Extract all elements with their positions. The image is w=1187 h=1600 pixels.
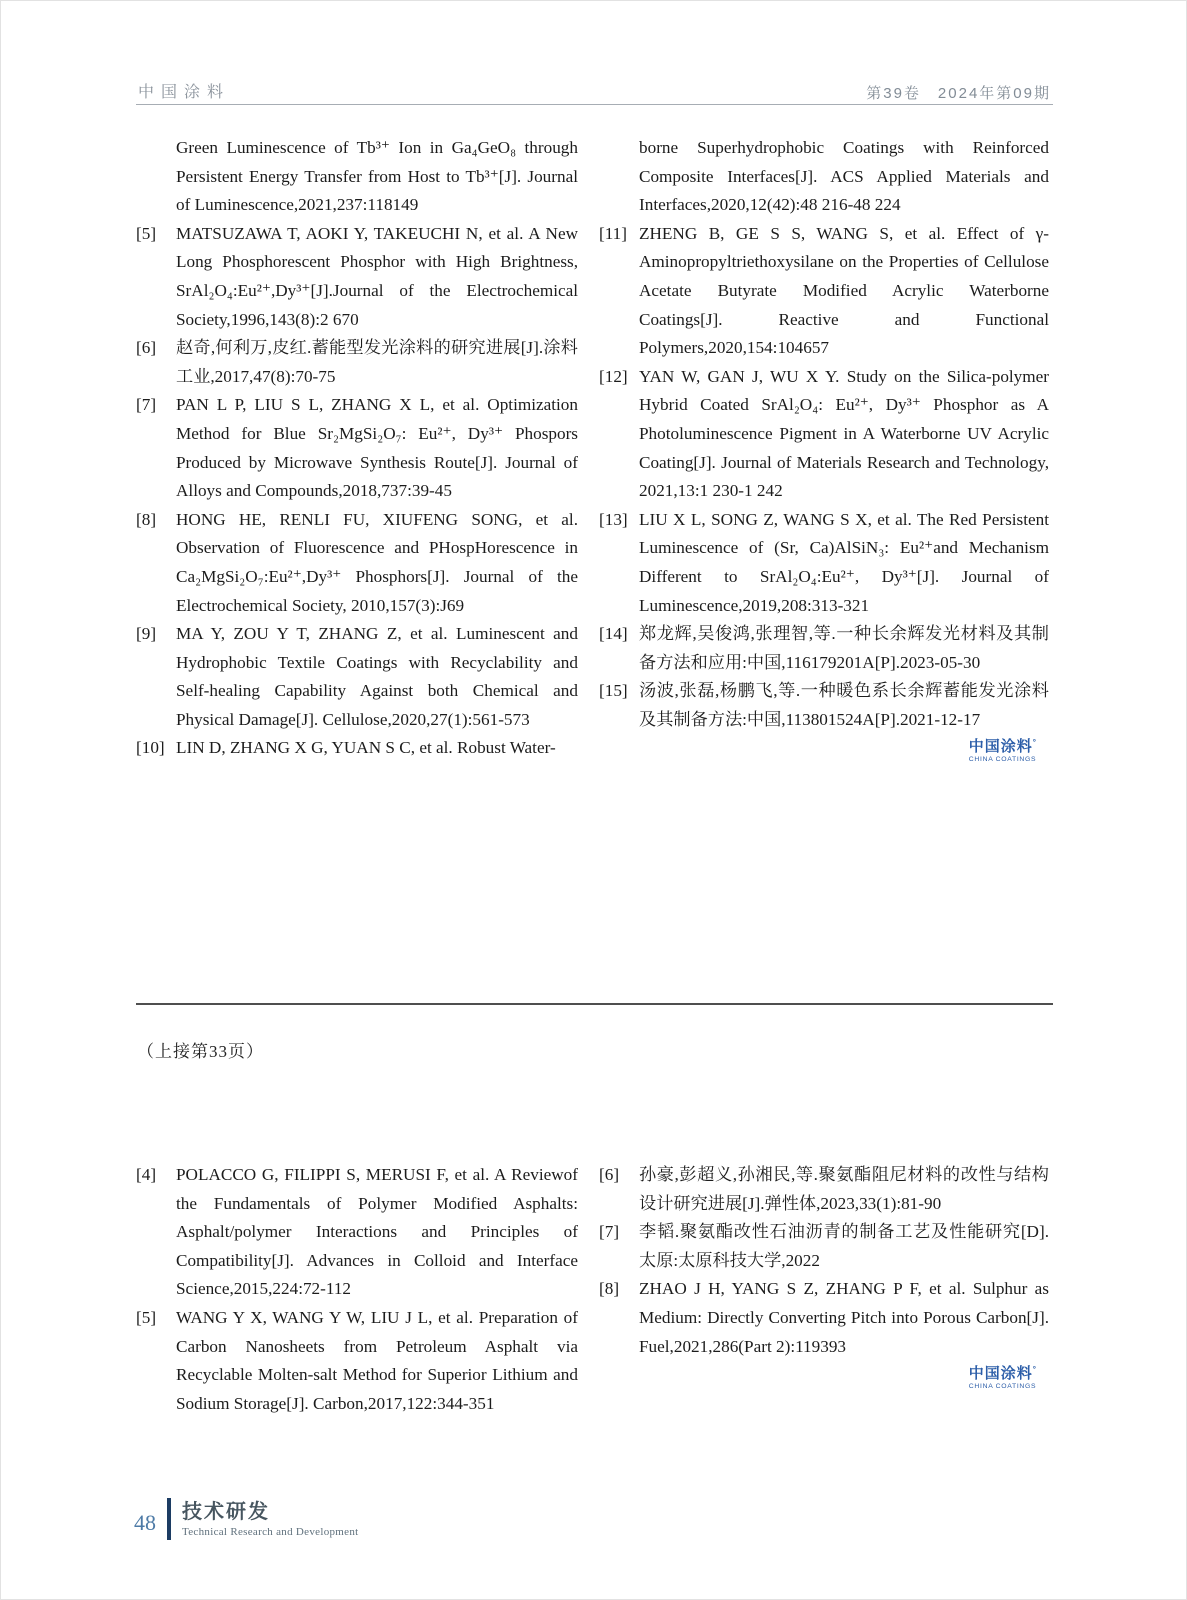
reference-text: 李韬.聚氨酯改性石油沥青的制备工艺及性能研究[D].太原:太原科技大学,2022 bbox=[639, 1222, 1049, 1270]
references-bottom-right-column bbox=[599, 1161, 1049, 1418]
reference-item bbox=[136, 1304, 578, 1418]
reference-number: [7] bbox=[599, 1222, 620, 1242]
header-rule bbox=[136, 104, 1053, 105]
reference-text: ZHAO J H, YANG S Z, ZHANG P F, et al. Sulphur as Medium: Directly Converting Pitch into Porous Carbon[J]. Fuel,2021,286(Part 2):119393 bbox=[639, 1279, 1049, 1356]
logo-trademark-icon: ° bbox=[1032, 738, 1037, 748]
journal-title: 中国涂料 bbox=[138, 84, 231, 101]
reference-item bbox=[136, 220, 578, 334]
reference-number bbox=[136, 134, 176, 220]
reference-number: [8] bbox=[599, 1279, 620, 1299]
reference-number: [6] bbox=[136, 338, 157, 358]
reference-text: HONG HE, RENLI FU, XIUFENG SONG, et al. Observation of Fluorescence and PHospHorescence in Ca₂MgSi₂O₇:Eu²⁺,Dy³⁺ Phosphors[J]. Journal of the Electrochemical Society, 2010,157(3):J69 bbox=[176, 509, 578, 615]
reference-number: [12] bbox=[599, 366, 628, 386]
reference-text: MA Y, ZOU Y T, ZHANG Z, et al. Luminescent and Hydrophobic Textile Coatings with Recyclability and Self-healing Capability Against both Chemical and Physical Damage[J]. Cellulose,2020,27(1):561-573 bbox=[176, 624, 578, 729]
reference-number: [6] bbox=[599, 1165, 620, 1184]
reference-text: MATSUZAWA T, AOKI Y, TAKEUCHI N, et al. A New Long Phosphorescent Phosphor with High Brightness, SrAl₂O₄:Eu²⁺,Dy³⁺[J].Journal of the Electrochemical Society,1996,143(8):2 670 bbox=[176, 223, 578, 329]
reference-item bbox=[599, 363, 1049, 506]
reference-text: ZHENG B, GE S S, WANG S, et al. Effect of γ-Aminopropyltriethoxysilane on the Properties of Cellulose Acetate Butyrate Modified Acrylic Waterborne Coatings[J]. Reactive and Functional Polymers,2020,154:104657 bbox=[639, 223, 1049, 358]
reference-number bbox=[599, 134, 639, 220]
logo-wordmark bbox=[969, 739, 1037, 755]
reference-item bbox=[599, 1275, 1049, 1361]
reference-item bbox=[599, 677, 1049, 734]
reference-text: LIN D, ZHANG X G, YUAN S C, et al. Robust Water- bbox=[176, 738, 556, 758]
reference-number: [7] bbox=[136, 395, 157, 415]
logo-text: 中国涂料 bbox=[968, 738, 1033, 756]
reference-number: [14] bbox=[599, 624, 628, 644]
reference-item bbox=[136, 1161, 578, 1304]
logo-subtext: CHINA COATINGS bbox=[968, 1382, 1037, 1390]
reference-item bbox=[599, 1218, 1049, 1275]
reference-text: Green Luminescence of Tb³⁺ Ion in Ga₄GeO₈ through Persistent Energy Transfer from Host to Tb³⁺[J]. Journal of Luminescence,2021,237:118149 bbox=[176, 138, 578, 215]
reference-item bbox=[136, 391, 578, 505]
reference-text: 郑龙辉,吴俊鸿,张理智,等.一种长余辉发光材料及其制备方法和应用:中国,116179201A[P].2023-05-30 bbox=[639, 624, 1049, 672]
reference-text: POLACCO G, FILIPPI S, MERUSI F, et al. A Reviewof the Fundamentals of Polymer Modified Asphalts: Asphalt/polymer Interactions and Principles of Compatibility[J]. Advances in Colloid and Interface Science,2015,224:72-112 bbox=[176, 1165, 578, 1299]
reference-item bbox=[599, 220, 1049, 363]
page-number: 48 bbox=[134, 1510, 156, 1535]
reference-text: YAN W, GAN J, WU X Y. Study on the Silica-polymer Hybrid Coated SrAl₂O₄: Eu²⁺, Dy³⁺ Phosphor as A Photoluminescence Pigment in A Waterborne UV Acrylic Coating[J]. Journal of Materials Research and Technology, 2021,13:1 230-1 242 bbox=[639, 366, 1049, 501]
reference-item bbox=[136, 506, 578, 620]
footer-section-title-cn: 技术研发 bbox=[182, 1500, 270, 1523]
reference-text: LIU X L, SONG Z, WANG S X, et al. The Red Persistent Luminescence of (Sr, Ca)AlSiN₃: Eu²⁺and Mechanism Different to SrAl₂O₄:Eu²⁺, Dy³⁺[J]. Journal of Luminescence,2019,208:313-321 bbox=[639, 509, 1049, 615]
logo-wordmark bbox=[969, 1366, 1037, 1382]
reference-item bbox=[136, 620, 578, 734]
logo-subtext: CHINA COATINGS bbox=[968, 756, 1037, 764]
reference-text: WANG Y X, WANG Y W, LIU J L, et al. Preparation of Carbon Nanosheets from Petroleum Asphalt via Recyclable Molten-salt Method for Superior Lithium and Sodium Storage[J]. Carbon,2017,122:344-351 bbox=[176, 1307, 578, 1413]
reference-item bbox=[136, 334, 578, 391]
reference-number: [11] bbox=[599, 223, 627, 243]
reference-item bbox=[599, 620, 1049, 677]
logo-trademark-icon: ° bbox=[1032, 1365, 1037, 1375]
continued-from-note: （上接第33页） bbox=[137, 1042, 264, 1061]
reference-text: 赵奇,何利万,皮红.蓄能型发光涂料的研究进展[J].涂料工业,2017,47(8):70-75 bbox=[176, 338, 578, 386]
references-bottom-left-column bbox=[136, 1161, 578, 1418]
reference-text: borne Superhydrophobic Coatings with Reinforced Composite Interfaces[J]. ACS Applied Materials and Interfaces,2020,12(42):48 216-48 224 bbox=[639, 138, 1049, 215]
references-section-top bbox=[136, 134, 1049, 763]
reference-number: [9] bbox=[136, 624, 157, 644]
footer-section-title-en: Technical Research and Development bbox=[182, 1525, 359, 1538]
issue-info: 第39卷 2024年第09期 bbox=[866, 85, 1051, 102]
reference-number: [5] bbox=[136, 1307, 157, 1327]
reference-item bbox=[599, 506, 1049, 620]
reference-number: [8] bbox=[136, 509, 157, 529]
reference-number: [5] bbox=[136, 223, 157, 243]
section-divider bbox=[136, 1003, 1053, 1005]
reference-item bbox=[599, 134, 1049, 220]
reference-text: PAN L P, LIU S L, ZHANG X L, et al. Optimization Method for Blue Sr₂MgSi₂O₇: Eu²⁺, Dy³⁺ Phospors Produced by Microwave Synthesis Route[J]. Journal of Alloys and Compounds,2018,737:39-45 bbox=[176, 395, 578, 501]
footer-section bbox=[182, 1501, 359, 1538]
china-coatings-logo bbox=[969, 739, 1037, 763]
reference-item bbox=[136, 734, 578, 763]
page-footer bbox=[134, 1498, 359, 1540]
references-section-bottom bbox=[136, 1161, 1049, 1418]
footer-divider-bar bbox=[167, 1498, 171, 1540]
reference-number: [15] bbox=[599, 681, 628, 701]
reference-number: [13] bbox=[599, 509, 628, 529]
reference-text: 汤波,张磊,杨鹏飞,等.一种暖色系长余辉蓄能发光涂料及其制备方法:中国,113801524A[P].2021-12-17 bbox=[639, 681, 1049, 729]
logo-text: 中国涂料 bbox=[968, 1365, 1033, 1383]
china-coatings-logo bbox=[969, 1366, 1037, 1390]
reference-text: 孙豪,彭超义,孙湘民,等.聚氨酯阻尼材料的改性与结构设计研究进展[J].弹性体,2023,33(1):81-90 bbox=[639, 1165, 1049, 1213]
reference-item bbox=[136, 134, 578, 220]
references-top-right-column bbox=[599, 134, 1049, 763]
reference-number: [10] bbox=[136, 738, 165, 758]
references-top-left-column bbox=[136, 134, 578, 763]
reference-number: [4] bbox=[136, 1165, 157, 1184]
reference-item bbox=[599, 1161, 1049, 1218]
